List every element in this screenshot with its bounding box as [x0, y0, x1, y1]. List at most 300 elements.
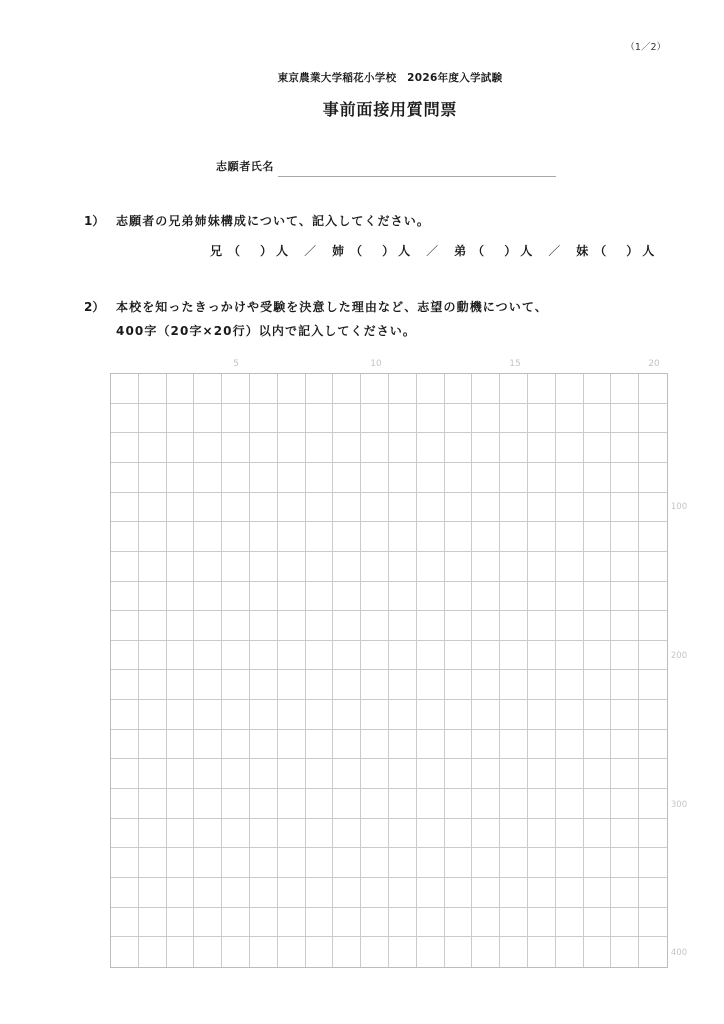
- grid-cell[interactable]: [278, 552, 306, 582]
- grid-cell[interactable]: [250, 493, 278, 523]
- grid-cell[interactable]: [417, 789, 445, 819]
- grid-cell[interactable]: [333, 908, 361, 938]
- grid-cell[interactable]: [611, 463, 639, 493]
- grid-cell[interactable]: [111, 374, 139, 404]
- grid-cell[interactable]: [222, 522, 250, 552]
- grid-cell[interactable]: [139, 819, 167, 849]
- grid-cell[interactable]: [278, 789, 306, 819]
- grid-cell[interactable]: [139, 641, 167, 671]
- grid-cell[interactable]: [333, 759, 361, 789]
- grid-cell[interactable]: [639, 730, 667, 760]
- grid-cell[interactable]: [361, 522, 389, 552]
- grid-cell[interactable]: [556, 493, 584, 523]
- grid-cell[interactable]: [639, 552, 667, 582]
- grid-cell[interactable]: [584, 908, 612, 938]
- grid-cell[interactable]: [194, 522, 222, 552]
- grid-cell[interactable]: [417, 433, 445, 463]
- grid-cell[interactable]: [250, 463, 278, 493]
- grid-cell[interactable]: [111, 404, 139, 434]
- grid-cell[interactable]: [528, 463, 556, 493]
- grid-cell[interactable]: [167, 700, 195, 730]
- grid-cell[interactable]: [639, 789, 667, 819]
- grid-cell[interactable]: [306, 670, 334, 700]
- grid-cell[interactable]: [584, 552, 612, 582]
- grid-cell[interactable]: [389, 611, 417, 641]
- grid-cell[interactable]: [472, 848, 500, 878]
- grid-cell[interactable]: [500, 582, 528, 612]
- grid-cell[interactable]: [417, 759, 445, 789]
- grid-cell[interactable]: [445, 493, 473, 523]
- grid-cell[interactable]: [639, 641, 667, 671]
- grid-cell[interactable]: [472, 730, 500, 760]
- grid-cell[interactable]: [389, 819, 417, 849]
- grid-cell[interactable]: [445, 404, 473, 434]
- grid-cell[interactable]: [528, 374, 556, 404]
- grid-cell[interactable]: [389, 789, 417, 819]
- grid-cell[interactable]: [194, 374, 222, 404]
- grid-cell[interactable]: [472, 789, 500, 819]
- grid-cell[interactable]: [556, 611, 584, 641]
- grid-cell[interactable]: [250, 433, 278, 463]
- grid-cell[interactable]: [417, 878, 445, 908]
- grid-cell[interactable]: [167, 759, 195, 789]
- grid-cell[interactable]: [445, 700, 473, 730]
- grid-cell[interactable]: [306, 433, 334, 463]
- grid-cell[interactable]: [611, 848, 639, 878]
- grid-cell[interactable]: [194, 552, 222, 582]
- grid-cell[interactable]: [445, 730, 473, 760]
- grid-cell[interactable]: [306, 759, 334, 789]
- grid-cell[interactable]: [472, 700, 500, 730]
- grid-cell[interactable]: [306, 463, 334, 493]
- grid-cell[interactable]: [445, 759, 473, 789]
- grid-cell[interactable]: [278, 433, 306, 463]
- grid-cell[interactable]: [278, 582, 306, 612]
- grid-cell[interactable]: [556, 582, 584, 612]
- grid-cell[interactable]: [111, 759, 139, 789]
- grid-cell[interactable]: [584, 582, 612, 612]
- grid-cell[interactable]: [639, 582, 667, 612]
- grid-cell[interactable]: [445, 908, 473, 938]
- grid-cell[interactable]: [528, 878, 556, 908]
- grid-cell[interactable]: [528, 552, 556, 582]
- grid-cell[interactable]: [500, 848, 528, 878]
- grid-cell[interactable]: [500, 641, 528, 671]
- grid-cell[interactable]: [250, 522, 278, 552]
- grid-cell[interactable]: [278, 493, 306, 523]
- grid-cell[interactable]: [278, 522, 306, 552]
- grid-cell[interactable]: [556, 700, 584, 730]
- grid-cell[interactable]: [528, 908, 556, 938]
- grid-cell[interactable]: [389, 582, 417, 612]
- grid-cell[interactable]: [361, 819, 389, 849]
- grid-cell[interactable]: [639, 908, 667, 938]
- grid-cell[interactable]: [611, 611, 639, 641]
- grid-cell[interactable]: [250, 848, 278, 878]
- grid-cell[interactable]: [389, 463, 417, 493]
- grid-cell[interactable]: [417, 552, 445, 582]
- grid-cell[interactable]: [139, 848, 167, 878]
- grid-cell[interactable]: [194, 433, 222, 463]
- grid-cell[interactable]: [194, 878, 222, 908]
- grid-cell[interactable]: [333, 700, 361, 730]
- grid-cell[interactable]: [639, 670, 667, 700]
- grid-cell[interactable]: [472, 819, 500, 849]
- applicant-name-field[interactable]: [278, 164, 556, 177]
- grid-cell[interactable]: [556, 522, 584, 552]
- grid-cell[interactable]: [445, 670, 473, 700]
- grid-cell[interactable]: [584, 611, 612, 641]
- grid-cell[interactable]: [250, 552, 278, 582]
- grid-cell[interactable]: [528, 582, 556, 612]
- grid-cell[interactable]: [445, 374, 473, 404]
- grid-cell[interactable]: [306, 493, 334, 523]
- grid-cell[interactable]: [556, 374, 584, 404]
- grid-cell[interactable]: [472, 611, 500, 641]
- grid-cell[interactable]: [167, 552, 195, 582]
- grid-cell[interactable]: [417, 582, 445, 612]
- grid-cell[interactable]: [389, 908, 417, 938]
- grid-cell[interactable]: [584, 374, 612, 404]
- grid-cell[interactable]: [333, 789, 361, 819]
- grid-cell[interactable]: [167, 819, 195, 849]
- grid-cell[interactable]: [500, 937, 528, 967]
- grid-cell[interactable]: [389, 404, 417, 434]
- grid-cell[interactable]: [584, 759, 612, 789]
- grid-cell[interactable]: [139, 908, 167, 938]
- grid-cell[interactable]: [584, 493, 612, 523]
- grid-cell[interactable]: [417, 493, 445, 523]
- grid-cell[interactable]: [472, 404, 500, 434]
- grid-cell[interactable]: [417, 937, 445, 967]
- grid-cell[interactable]: [306, 937, 334, 967]
- grid-cell[interactable]: [361, 700, 389, 730]
- grid-cell[interactable]: [361, 463, 389, 493]
- grid-cell[interactable]: [306, 878, 334, 908]
- grid-cell[interactable]: [556, 730, 584, 760]
- grid-cell[interactable]: [194, 493, 222, 523]
- grid-cell[interactable]: [167, 670, 195, 700]
- grid-cell[interactable]: [611, 700, 639, 730]
- grid-cell[interactable]: [111, 819, 139, 849]
- grid-cell[interactable]: [139, 789, 167, 819]
- grid-cell[interactable]: [194, 819, 222, 849]
- grid-cell[interactable]: [250, 374, 278, 404]
- grid-cell[interactable]: [361, 404, 389, 434]
- grid-cell[interactable]: [139, 433, 167, 463]
- grid-cell[interactable]: [472, 878, 500, 908]
- grid-cell[interactable]: [167, 848, 195, 878]
- grid-cell[interactable]: [445, 522, 473, 552]
- grid-cell[interactable]: [222, 374, 250, 404]
- grid-cell[interactable]: [528, 789, 556, 819]
- grid-cell[interactable]: [639, 522, 667, 552]
- grid-cell[interactable]: [278, 700, 306, 730]
- grid-cell[interactable]: [500, 819, 528, 849]
- grid-cell[interactable]: [584, 522, 612, 552]
- grid-cell[interactable]: [139, 937, 167, 967]
- grid-cell[interactable]: [361, 641, 389, 671]
- grid-cell[interactable]: [111, 908, 139, 938]
- grid-cell[interactable]: [167, 493, 195, 523]
- grid-cell[interactable]: [639, 848, 667, 878]
- grid-cell[interactable]: [556, 819, 584, 849]
- grid-cell[interactable]: [306, 641, 334, 671]
- grid-cell[interactable]: [333, 670, 361, 700]
- grid-cell[interactable]: [222, 670, 250, 700]
- grid-cell[interactable]: [333, 582, 361, 612]
- grid-cell[interactable]: [611, 374, 639, 404]
- grid-cell[interactable]: [500, 493, 528, 523]
- grid-cell[interactable]: [472, 908, 500, 938]
- grid-cell[interactable]: [278, 878, 306, 908]
- grid-cell[interactable]: [333, 730, 361, 760]
- grid-cell[interactable]: [500, 463, 528, 493]
- grid-cell[interactable]: [167, 730, 195, 760]
- grid-cell[interactable]: [222, 404, 250, 434]
- grid-cell[interactable]: [611, 552, 639, 582]
- grid-cell[interactable]: [222, 730, 250, 760]
- grid-cell[interactable]: [389, 522, 417, 552]
- grid-cell[interactable]: [500, 611, 528, 641]
- grid-cell[interactable]: [139, 700, 167, 730]
- grid-cell[interactable]: [333, 493, 361, 523]
- grid-cell[interactable]: [194, 670, 222, 700]
- grid-cell[interactable]: [584, 641, 612, 671]
- grid-cell[interactable]: [222, 433, 250, 463]
- grid-cell[interactable]: [445, 878, 473, 908]
- grid-cell[interactable]: [472, 522, 500, 552]
- grid-cell[interactable]: [333, 819, 361, 849]
- grid-cell[interactable]: [250, 670, 278, 700]
- grid-cell[interactable]: [639, 759, 667, 789]
- grid-cell[interactable]: [111, 463, 139, 493]
- grid-cell[interactable]: [361, 759, 389, 789]
- grid-cell[interactable]: [139, 374, 167, 404]
- grid-cell[interactable]: [445, 641, 473, 671]
- grid-cell[interactable]: [389, 937, 417, 967]
- grid-cell[interactable]: [556, 404, 584, 434]
- grid-cell[interactable]: [584, 404, 612, 434]
- grid-cell[interactable]: [194, 641, 222, 671]
- grid-cell[interactable]: [584, 730, 612, 760]
- grid-cell[interactable]: [556, 552, 584, 582]
- grid-cell[interactable]: [361, 937, 389, 967]
- grid-cell[interactable]: [500, 552, 528, 582]
- grid-cell[interactable]: [417, 611, 445, 641]
- grid-cell[interactable]: [500, 700, 528, 730]
- grid-cell[interactable]: [639, 433, 667, 463]
- grid-cell[interactable]: [500, 908, 528, 938]
- grid-cell[interactable]: [445, 937, 473, 967]
- grid-cell[interactable]: [250, 641, 278, 671]
- grid-cell[interactable]: [528, 730, 556, 760]
- grid-cell[interactable]: [167, 937, 195, 967]
- grid-cell[interactable]: [167, 641, 195, 671]
- grid-cell[interactable]: [306, 404, 334, 434]
- essay-answer-grid[interactable]: [110, 373, 668, 968]
- grid-cell[interactable]: [333, 848, 361, 878]
- older-sister-count-blank[interactable]: [362, 244, 382, 258]
- grid-cell[interactable]: [333, 878, 361, 908]
- younger-sister-count-blank[interactable]: [606, 244, 626, 258]
- grid-cell[interactable]: [250, 878, 278, 908]
- grid-cell[interactable]: [639, 463, 667, 493]
- grid-cell[interactable]: [472, 433, 500, 463]
- grid-cell[interactable]: [584, 878, 612, 908]
- grid-cell[interactable]: [528, 819, 556, 849]
- grid-cell[interactable]: [611, 404, 639, 434]
- grid-cell[interactable]: [472, 582, 500, 612]
- grid-cell[interactable]: [389, 641, 417, 671]
- grid-cell[interactable]: [194, 611, 222, 641]
- grid-cell[interactable]: [139, 493, 167, 523]
- grid-cell[interactable]: [361, 552, 389, 582]
- grid-cell[interactable]: [139, 759, 167, 789]
- grid-cell[interactable]: [361, 611, 389, 641]
- grid-cell[interactable]: [556, 908, 584, 938]
- grid-cell[interactable]: [306, 611, 334, 641]
- grid-cell[interactable]: [111, 730, 139, 760]
- grid-cell[interactable]: [584, 670, 612, 700]
- grid-cell[interactable]: [417, 700, 445, 730]
- grid-cell[interactable]: [500, 878, 528, 908]
- grid-cell[interactable]: [500, 730, 528, 760]
- grid-cell[interactable]: [639, 819, 667, 849]
- grid-cell[interactable]: [611, 878, 639, 908]
- grid-cell[interactable]: [139, 878, 167, 908]
- grid-cell[interactable]: [417, 641, 445, 671]
- grid-cell[interactable]: [222, 819, 250, 849]
- grid-cell[interactable]: [417, 463, 445, 493]
- grid-cell[interactable]: [611, 908, 639, 938]
- grid-cell[interactable]: [472, 641, 500, 671]
- grid-cell[interactable]: [472, 493, 500, 523]
- grid-cell[interactable]: [500, 522, 528, 552]
- grid-cell[interactable]: [417, 730, 445, 760]
- grid-cell[interactable]: [222, 878, 250, 908]
- grid-cell[interactable]: [361, 730, 389, 760]
- grid-cell[interactable]: [500, 789, 528, 819]
- grid-cell[interactable]: [167, 433, 195, 463]
- grid-cell[interactable]: [167, 463, 195, 493]
- grid-cell[interactable]: [139, 522, 167, 552]
- grid-cell[interactable]: [528, 404, 556, 434]
- grid-cell[interactable]: [333, 374, 361, 404]
- grid-cell[interactable]: [222, 700, 250, 730]
- grid-cell[interactable]: [389, 700, 417, 730]
- grid-cell[interactable]: [222, 552, 250, 582]
- grid-cell[interactable]: [111, 670, 139, 700]
- grid-cell[interactable]: [528, 611, 556, 641]
- grid-cell[interactable]: [333, 552, 361, 582]
- grid-cell[interactable]: [306, 582, 334, 612]
- grid-cell[interactable]: [194, 582, 222, 612]
- grid-cell[interactable]: [500, 374, 528, 404]
- grid-cell[interactable]: [528, 759, 556, 789]
- grid-cell[interactable]: [333, 611, 361, 641]
- grid-cell[interactable]: [556, 759, 584, 789]
- grid-cell[interactable]: [611, 670, 639, 700]
- grid-cell[interactable]: [306, 819, 334, 849]
- grid-cell[interactable]: [167, 522, 195, 552]
- grid-cell[interactable]: [500, 404, 528, 434]
- grid-cell[interactable]: [361, 493, 389, 523]
- older-brother-count-blank[interactable]: [240, 244, 260, 258]
- grid-cell[interactable]: [445, 463, 473, 493]
- grid-cell[interactable]: [194, 789, 222, 819]
- grid-cell[interactable]: [139, 730, 167, 760]
- grid-cell[interactable]: [417, 819, 445, 849]
- grid-cell[interactable]: [194, 848, 222, 878]
- grid-cell[interactable]: [584, 433, 612, 463]
- grid-cell[interactable]: [194, 759, 222, 789]
- grid-cell[interactable]: [417, 522, 445, 552]
- grid-cell[interactable]: [611, 641, 639, 671]
- grid-cell[interactable]: [472, 670, 500, 700]
- grid-cell[interactable]: [194, 700, 222, 730]
- grid-cell[interactable]: [250, 582, 278, 612]
- grid-cell[interactable]: [306, 908, 334, 938]
- grid-cell[interactable]: [306, 552, 334, 582]
- grid-cell[interactable]: [528, 493, 556, 523]
- grid-cell[interactable]: [556, 641, 584, 671]
- younger-brother-count-blank[interactable]: [484, 244, 504, 258]
- grid-cell[interactable]: [556, 433, 584, 463]
- grid-cell[interactable]: [306, 730, 334, 760]
- grid-cell[interactable]: [167, 878, 195, 908]
- grid-cell[interactable]: [611, 433, 639, 463]
- grid-cell[interactable]: [556, 463, 584, 493]
- grid-cell[interactable]: [389, 374, 417, 404]
- grid-cell[interactable]: [500, 670, 528, 700]
- grid-cell[interactable]: [445, 433, 473, 463]
- grid-cell[interactable]: [333, 641, 361, 671]
- grid-cell[interactable]: [528, 670, 556, 700]
- grid-cell[interactable]: [389, 670, 417, 700]
- grid-cell[interactable]: [361, 582, 389, 612]
- grid-cell[interactable]: [306, 522, 334, 552]
- grid-cell[interactable]: [389, 552, 417, 582]
- grid-cell[interactable]: [306, 848, 334, 878]
- grid-cell[interactable]: [139, 582, 167, 612]
- grid-cell[interactable]: [250, 611, 278, 641]
- grid-cell[interactable]: [222, 641, 250, 671]
- grid-cell[interactable]: [389, 878, 417, 908]
- grid-cell[interactable]: [139, 670, 167, 700]
- grid-cell[interactable]: [167, 789, 195, 819]
- grid-cell[interactable]: [278, 374, 306, 404]
- grid-cell[interactable]: [222, 463, 250, 493]
- grid-cell[interactable]: [222, 759, 250, 789]
- grid-cell[interactable]: [111, 937, 139, 967]
- grid-cell[interactable]: [611, 789, 639, 819]
- grid-cell[interactable]: [306, 700, 334, 730]
- grid-cell[interactable]: [417, 374, 445, 404]
- grid-cell[interactable]: [111, 582, 139, 612]
- grid-cell[interactable]: [333, 433, 361, 463]
- grid-cell[interactable]: [167, 374, 195, 404]
- grid-cell[interactable]: [333, 522, 361, 552]
- grid-cell[interactable]: [250, 730, 278, 760]
- grid-cell[interactable]: [278, 759, 306, 789]
- grid-cell[interactable]: [389, 730, 417, 760]
- grid-cell[interactable]: [111, 433, 139, 463]
- grid-cell[interactable]: [306, 374, 334, 404]
- grid-cell[interactable]: [250, 789, 278, 819]
- grid-cell[interactable]: [417, 404, 445, 434]
- grid-cell[interactable]: [445, 582, 473, 612]
